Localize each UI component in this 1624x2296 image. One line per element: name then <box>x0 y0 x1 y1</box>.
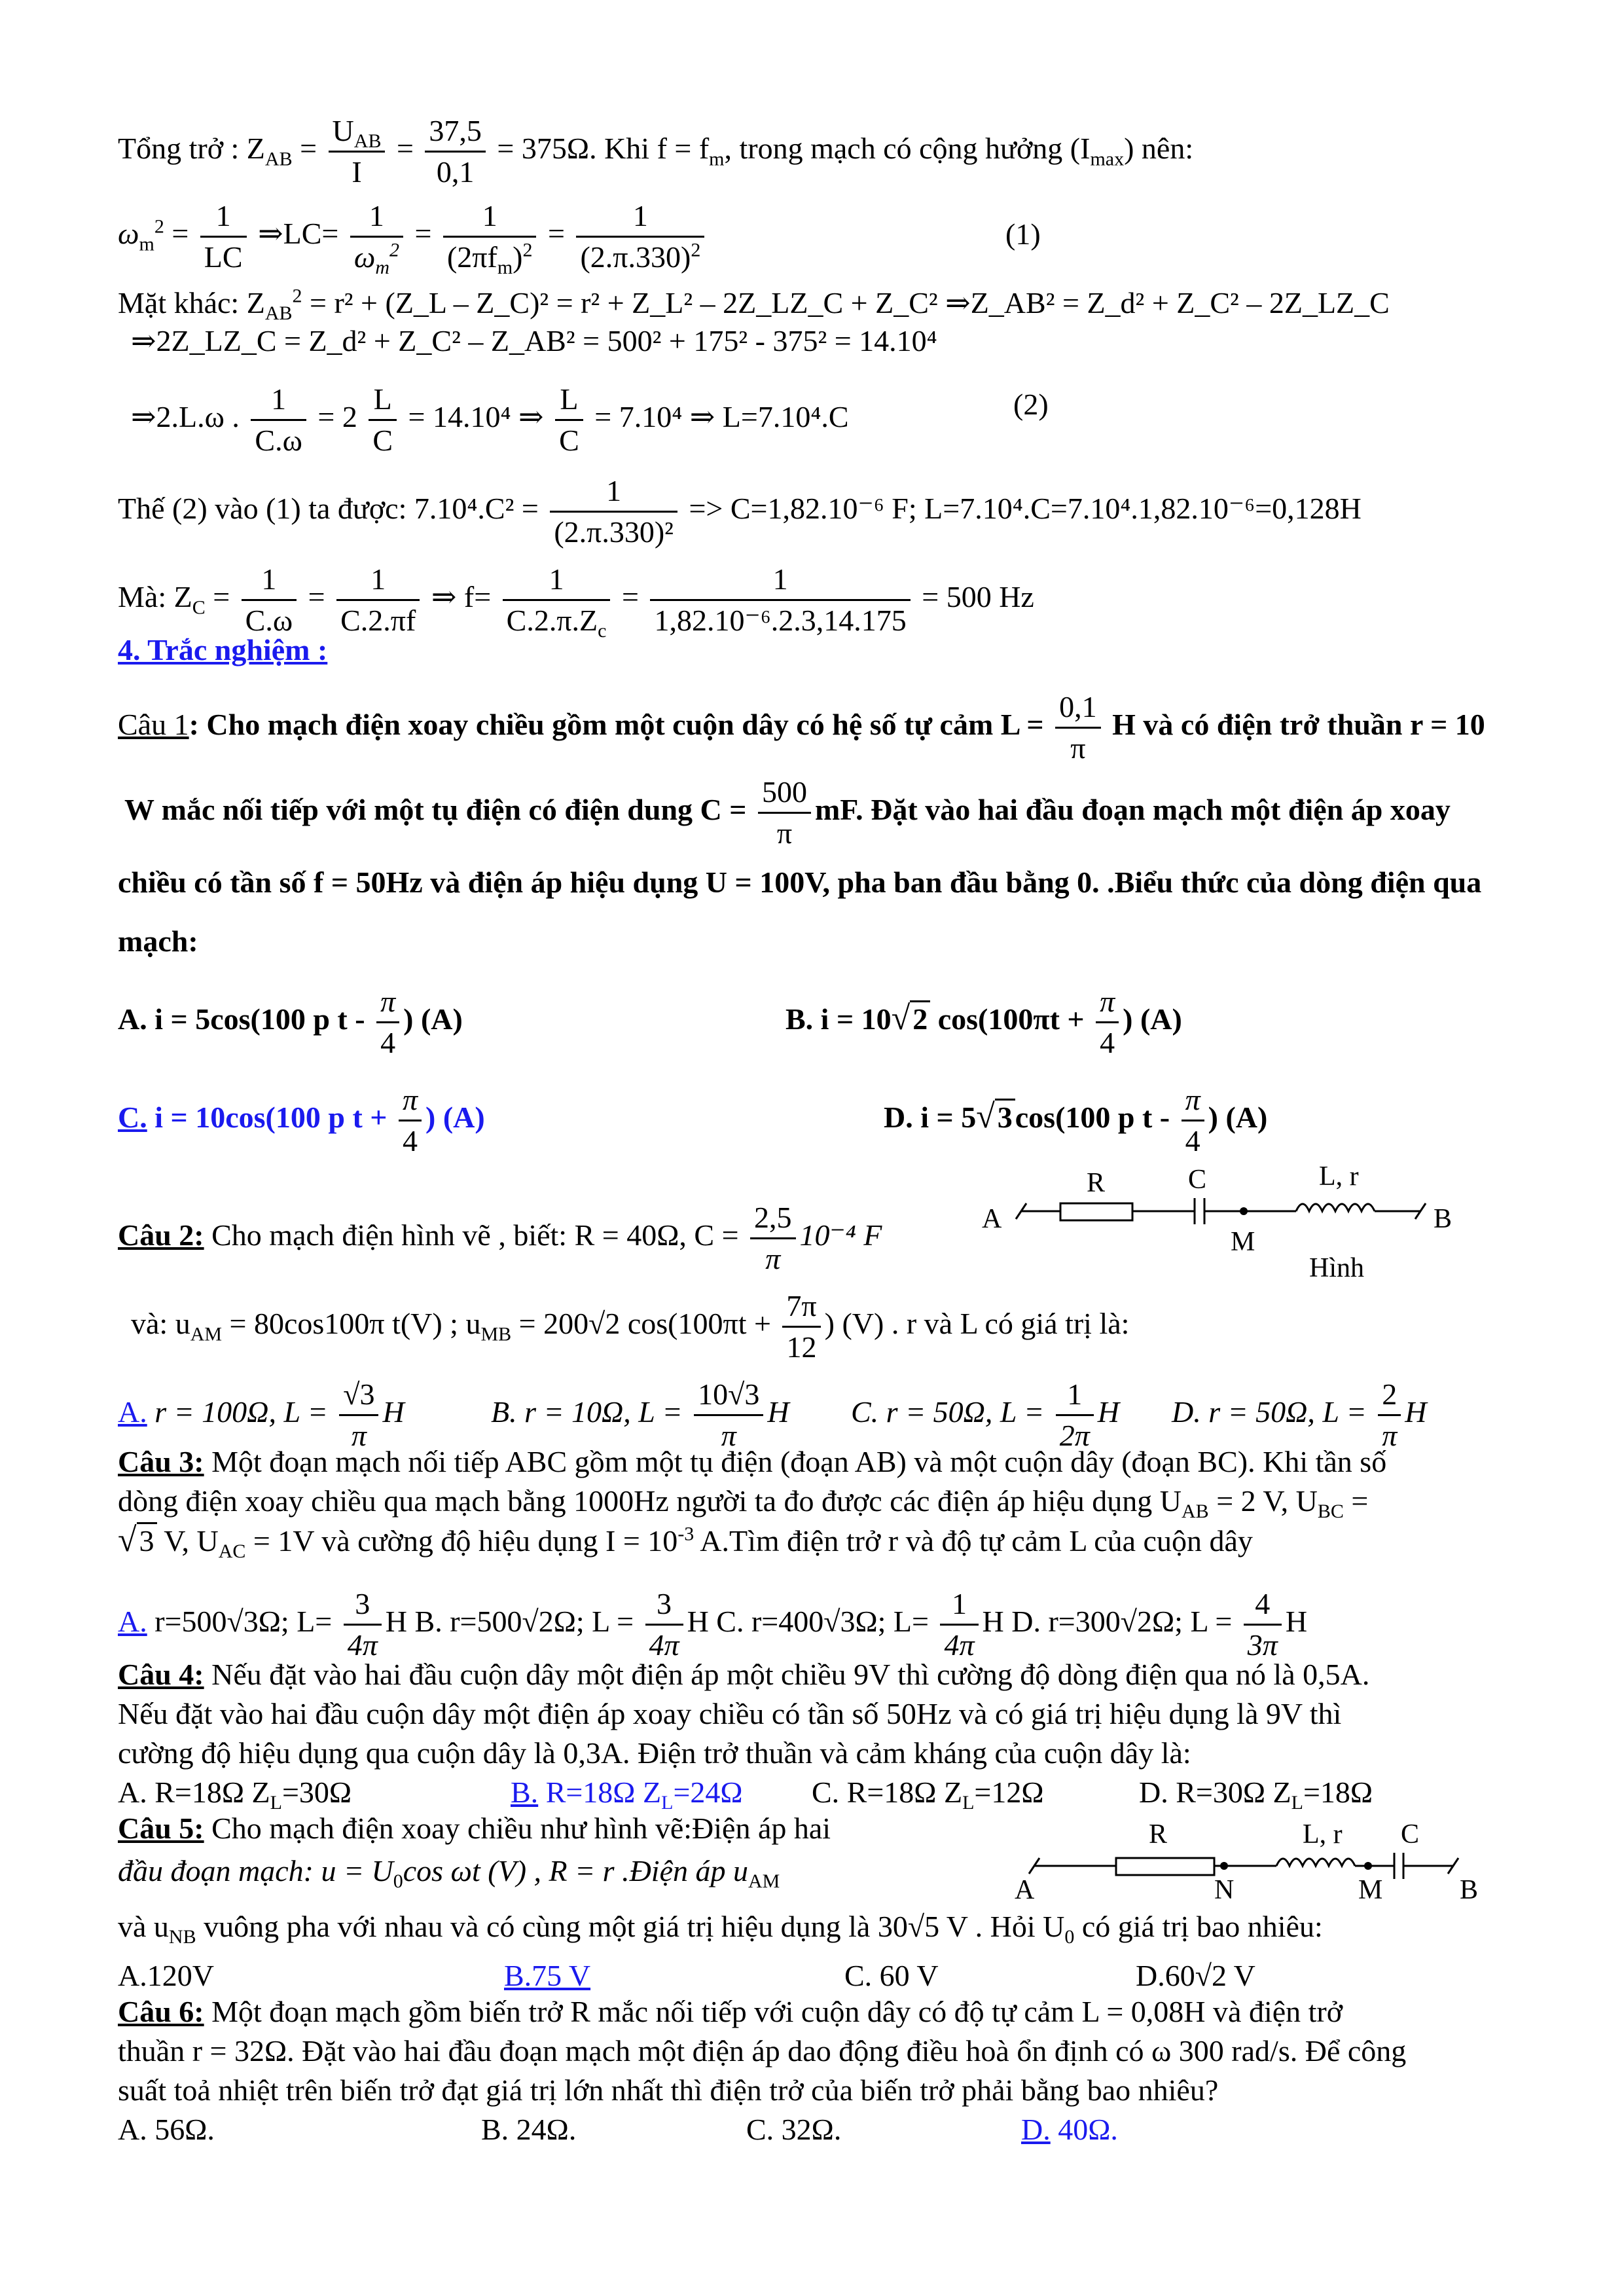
q2-line1 <box>118 1198 882 1279</box>
i-label: I <box>352 155 362 189</box>
q1-frac1-den: π <box>1070 731 1086 765</box>
q3-text3-b: = 1V và cường độ hiệu dụng I = 10 <box>245 1524 678 1558</box>
q4-optd-text: D. R=30Ω Z <box>1139 1776 1291 1809</box>
q1-frac2-den: π <box>776 816 793 850</box>
q5-circuit-a: A <box>1015 1875 1035 1905</box>
q2-c-den: π <box>765 1242 781 1275</box>
eq1-frac-b: $\frac{1}{\omega_m^2}$ <box>350 196 403 277</box>
ma-result: = 500 Hz <box>922 580 1034 614</box>
the-frac: $\frac{1}{\text{(2.π.330)²}}$ <box>550 471 677 552</box>
impedance-sub: AB <box>264 148 293 170</box>
q5-circuit-r: R <box>1149 1819 1168 1850</box>
q1-option-d[interactable]: D. i = 5√3cos(100 p t - $\frac{\pi}{4}$ ) (A) <box>884 1080 1267 1161</box>
q4-optb-label: B. <box>511 1776 539 1809</box>
q3-optc-num: 1 <box>940 1584 978 1626</box>
q1-text1b: H và có điện trở thuần r = 10 <box>1112 708 1485 742</box>
eq1-lc-eq: ⇒LC= <box>258 217 339 251</box>
ma-frac1: $\frac{1}{C.\omega}$ <box>242 560 297 640</box>
eq1-label: (1) <box>1005 217 1041 251</box>
matkhac-line: Mặt khác: $Z_{AB}^2 = r^2$ + (Z_L – Z_C)² = r² + Z_L² – 2Z_LZ_C + Z_C² ⇒Z_AB² = Z_d² + Z_C² – 2Z_LZ_C <box>118 285 1390 325</box>
q1-frac2-num: 500 <box>758 773 811 814</box>
impedance-prefix: Tổng trở : Z <box>118 132 265 166</box>
q4-optd-tail: =18Ω <box>1303 1776 1373 1809</box>
q2-circuit-m: M <box>1231 1227 1255 1257</box>
q5-text2-sub2: AM <box>748 1870 780 1893</box>
the-prefix: Thế (2) vào (1) ta được: 7.10⁴.C² = <box>118 492 539 526</box>
q2-optb-num: 10√3 <box>694 1375 763 1416</box>
q4-option-b[interactable] <box>511 1774 743 1814</box>
q3-optd-den: 3π <box>1247 1628 1278 1662</box>
q1-text2: W mắc nối tiếp với một tụ điện có điện dung C = <box>124 793 747 827</box>
q4-option-a[interactable] <box>118 1774 352 1814</box>
q3-opta-text: r=500√3Ω; L= <box>147 1605 333 1639</box>
q1-option-a[interactable] <box>118 982 463 1063</box>
twozlzc-line: ⇒2Z_LZ_C = Z_d² + Z_C² – Z_AB² = 500² + 175² - 375² = 14.10⁴ <box>131 324 937 357</box>
q2-circuit-b: B <box>1434 1204 1453 1234</box>
q1-opta-four: 4 <box>380 1026 396 1059</box>
q4-line1 <box>118 1656 1369 1693</box>
q6-text1: Một đoạn mạch gồm biến trở R mắc nối tiếp với cuộn dây có độ tự cảm L = 0,08H và điện trở <box>204 1995 1343 2028</box>
q6-optd-text: 40Ω. <box>1050 2113 1118 2146</box>
q2-optd-num: 2 <box>1378 1375 1401 1416</box>
q2-c-frac <box>750 1198 796 1279</box>
q5-option-a[interactable]: A.120V <box>118 1959 214 1992</box>
q2-optc-num: 1 <box>1056 1375 1094 1416</box>
q3-text3-c: A.Tìm điện trở r và độ tự cảm L của cuộn dây <box>694 1524 1253 1558</box>
q2-circuit-caption: Hình <box>1309 1253 1364 1283</box>
q6-optd-label: D. <box>1021 2113 1051 2146</box>
q5-text3-b: vuông pha với nhau và có cùng một giá trị hiệu dụng là 30√5 V . Hỏi U <box>196 1910 1065 1943</box>
q1-text1: : Cho mạch điện xoay chiều gồm một cuộn dây có hệ số tự cảm L = <box>189 708 1044 742</box>
q2-circuit-r: R <box>1087 1168 1106 1198</box>
eq1-frac-c: $\frac{1}{(2\pi f_m)^2}$ <box>443 196 537 277</box>
q5-text3-sub2: 0 <box>1064 1926 1075 1948</box>
q6-label: Câu 6: <box>118 1995 204 2028</box>
q3-optb-den: 4π <box>649 1628 679 1662</box>
q1-optc-text: i = 10cos(100 p t + <box>147 1101 388 1135</box>
u-sub: AB <box>353 130 382 153</box>
q4-line3: cường độ hiệu dụng qua cuộn dây là 0,3A. Điện trở thuần và cảm kháng của cuộn dây là: <box>118 1736 1191 1770</box>
ma-d1: C.ω <box>245 604 293 637</box>
q5-text3: và u <box>118 1910 169 1943</box>
q3-sub-bc: BC <box>1317 1501 1344 1523</box>
q1-optc-frac: $\frac{\pi}{4}$ <box>399 1080 422 1161</box>
q1-option-c[interactable] <box>118 1080 485 1161</box>
q2-optb-text: B. r = 10Ω, L = <box>491 1395 683 1429</box>
q3-line2 <box>118 1483 1369 1523</box>
ma-d2: C.2.πf <box>340 604 416 637</box>
u-label: U <box>332 114 354 147</box>
q2-optb-unit: H <box>767 1395 789 1429</box>
q4-optc-sub: L <box>962 1792 975 1814</box>
q2-line2-d: ) (V) . r và L có giá trị là: <box>824 1307 1130 1341</box>
q3-optd-num: 4 <box>1244 1584 1282 1626</box>
q3-text2-end: = <box>1343 1484 1369 1518</box>
q4-line2: Nếu đặt vào hai đầu cuộn dây một điện áp xoay chiều có tần số 50Hz và có giá trị hiệu dụng là 9V thì <box>118 1697 1342 1730</box>
q2-optd-den: π <box>1382 1419 1398 1452</box>
q6-option-d[interactable] <box>1021 2111 1118 2148</box>
q2-circuit-c: C <box>1188 1165 1207 1195</box>
q5-option-d[interactable]: D.60√2 V <box>1136 1959 1255 1992</box>
q2-opta-num: √3 <box>339 1375 378 1416</box>
q5-text1: Cho mạch điện xoay chiều như hình vẽ:Điện áp hai <box>204 1812 831 1845</box>
q4-optc-text: C. R=18Ω Z <box>812 1776 963 1809</box>
q1-option-b[interactable]: B. i = 10√2 cos(100πt + $\frac{\pi}{4}$ ) (A) <box>785 982 1182 1063</box>
q3-sub-ab: AB <box>1182 1501 1209 1523</box>
q4-option-d[interactable] <box>1139 1774 1373 1814</box>
q1-optb-text: B. i = 10 <box>785 1002 892 1036</box>
impedance-line: Tổng trở : $Z_{AB}$ = $\frac{U_{AB}}{I}$ = $\frac{37,5}{0,1}$ = 375Ω. Khi $f = f_m$, trong mạch có cộng hưởng $(I_{max})$ nên: <box>118 111 1193 192</box>
eq1-line: $\omega_m^2$ = $\frac{1}{LC}$ ⇒LC= $\frac{1}{\omega_m^2}$ = $\frac{1}{(2\pi f_m)^2}$ = $\frac{1}{(2.\pi.330)^2}$ <box>118 196 708 277</box>
ma-frac3: $\frac{1}{C.2.\pi.Z_c}$ <box>503 560 611 640</box>
ma-frac2: $\frac{1}{C.2.\pi f}$ <box>336 560 420 640</box>
q3-option-c[interactable]: H C. r=400√3Ω; L= <box>687 1605 929 1639</box>
q6-line1 <box>118 1994 1343 2030</box>
q1-optc-label: C. <box>118 1101 147 1135</box>
q3-sup: -3 <box>677 1523 695 1545</box>
q5-line1 <box>118 1810 831 1847</box>
resonance-tail: , trong mạch có cộng hưởng (I <box>724 132 1091 166</box>
q5-text2-sub: 0 <box>393 1870 403 1893</box>
q1-optd-frac: $\frac{\pi}{4}$ <box>1182 1080 1204 1161</box>
twolw-line <box>131 380 849 460</box>
q6-option-a[interactable]: A. 56Ω. <box>118 2113 215 2146</box>
q1-optd-mid: cos(100 p t - <box>1015 1101 1170 1135</box>
q4-optb-tail: =24Ω <box>673 1776 743 1809</box>
eq1-m: m <box>139 233 154 255</box>
q6-line3: suất toả nhiệt trên biến trở đạt giá trị lớn nhất thì điện trở của biến trở phải bằng bao nhiêu? <box>118 2073 1219 2107</box>
resonance-max: max <box>1090 148 1125 170</box>
q3-optc-frac <box>940 1584 978 1665</box>
q5-text2: đầu đoạn mạch: u = U <box>118 1854 393 1887</box>
q2-circuit-diagram <box>969 1159 1479 1290</box>
q3-optc-den: 4π <box>944 1628 975 1662</box>
q1-line1 <box>118 687 1485 768</box>
q5-label: Câu 5: <box>118 1812 204 1845</box>
q3-sub-ac: AC <box>218 1540 246 1563</box>
q3-text3: V, U <box>156 1524 219 1558</box>
q1-frac1 <box>1055 687 1101 768</box>
eq2-label: (2) <box>1013 388 1049 421</box>
q1-optd-tail: ) (A) <box>1208 1101 1268 1135</box>
ma-prefix: Mà: Z <box>118 580 192 614</box>
ma-frac4: $\frac{1}{\text{1,82.10⁻⁶.2.3,14.175}}$ <box>650 560 910 640</box>
q3-opta-frac <box>344 1584 382 1665</box>
q4-option-c[interactable] <box>812 1774 1044 1814</box>
q5-circuit-diagram <box>1001 1807 1499 1925</box>
q2-optd-text: D. r = 50Ω, L = <box>1172 1395 1367 1429</box>
q5-line3 <box>118 1908 1323 1948</box>
q2-opta-unit: H <box>382 1395 405 1429</box>
den-01: 0,1 <box>436 155 475 189</box>
q1-label: Câu 1 <box>118 708 189 742</box>
section-title: 4. Trắc nghiệm : <box>118 633 328 666</box>
q1-opta-tail: ) (A) <box>403 1002 463 1036</box>
q5-text3-c: có giá trị bao nhiêu: <box>1074 1910 1323 1943</box>
q2-line2-num: 7π <box>782 1286 820 1328</box>
q3-text1: Một đoạn mạch nối tiếp ABC gồm một tụ điện (đoạn AB) và một cuộn dây (đoạn BC). Khi tần số <box>204 1445 1387 1478</box>
q2-circuit-lr: L, r <box>1319 1161 1359 1192</box>
q5-line2 <box>118 1853 780 1893</box>
q3-opta-num: 3 <box>344 1584 382 1626</box>
q2-am-sub: AM <box>190 1323 223 1345</box>
q2-optb-den: π <box>721 1419 736 1452</box>
q2-opta-text: r = 100Ω, L = <box>147 1395 328 1429</box>
q3-end: H <box>1285 1605 1308 1639</box>
q2-line2-c: = 200√2 cos(100πt + <box>511 1307 771 1341</box>
matkhac-prefix: Mặt khác: Z <box>118 286 265 319</box>
q1-optc-tail: ) (A) <box>425 1101 485 1135</box>
eq1-d1: (2πf <box>446 240 497 274</box>
q2-c-tail: 10⁻⁴ F <box>799 1218 882 1252</box>
q1-optd-sqrt: 3 <box>995 1099 1015 1134</box>
frac-u-i <box>329 111 386 192</box>
q2-label: Câu 2: <box>118 1218 204 1252</box>
resonance-sub: m <box>709 148 725 170</box>
q4-opta-sub: L <box>270 1792 282 1814</box>
q5-text2-b: cos ωt (V) , R = r .Điện áp u <box>403 1854 748 1887</box>
eq1-d2: (2.π.330) <box>580 240 691 274</box>
q5-circuit-c: C <box>1401 1819 1420 1850</box>
q2-line2-frac <box>782 1286 820 1367</box>
imp-result: = 375Ω <box>497 132 590 166</box>
q1-optb-frac: $\frac{\pi}{4}$ <box>1096 982 1119 1063</box>
q1-optb-sqrt: 2 <box>910 1000 930 1036</box>
q3-option-b[interactable]: H B. r=500√2Ω; L = <box>385 1605 634 1639</box>
q1-optb-tail: ) (A) <box>1123 1002 1182 1036</box>
q3-option-a[interactable]: A. <box>118 1605 147 1639</box>
q3-text2: dòng điện xoay chiều qua mạch bằng 1000Hz người ta đo được các điện áp hiệu dụng U <box>118 1484 1182 1518</box>
q1-text2b: mF. Đặt vào hai đầu đoạn mạch một điện áp xoay <box>814 793 1451 827</box>
q2-circuit-a: A <box>982 1204 1002 1234</box>
q1-line2 <box>124 773 1451 853</box>
q3-label: Câu 3: <box>118 1445 204 1478</box>
q2-line2-den: 12 <box>786 1330 817 1364</box>
q4-text1: Nếu đặt vào hai đầu cuộn dây một điện áp một chiều 9V thì cường độ dòng điện qua nó là 0,5A. <box>204 1658 1370 1691</box>
eq1-frac-a: $\frac{1}{LC}$ <box>200 196 247 277</box>
ma-d4: 1,82.10⁻⁶.2.3,14.175 <box>654 604 907 637</box>
q4-opta-text: A. R=18Ω Z <box>118 1776 270 1809</box>
q6-option-b[interactable]: B. 24Ω. <box>481 2113 577 2146</box>
the-den: (2.π.330)² <box>554 515 674 549</box>
matkhac-rest: = r² + (Z_L – Z_C)² = r² + Z_L² – 2Z_LZ_C + Z_C² ⇒Z_AB² = Z_d² + Z_C² – 2Z_LZ_C <box>302 286 1390 319</box>
q1-opta-pi: π <box>376 982 399 1023</box>
frac-37 <box>425 111 486 192</box>
twolw-b: = 2 <box>317 400 357 434</box>
q3-optd-frac <box>1244 1584 1282 1665</box>
twolw-a: ⇒2.L.ω . <box>131 400 240 434</box>
q3-sqrt3: 3 <box>137 1522 157 1558</box>
q2-text: Cho mạch điện hình vẽ , biết: R = 40Ω, C = <box>204 1218 739 1252</box>
eq1-lc: LC <box>204 240 243 274</box>
q5-circuit-n: N <box>1214 1875 1235 1905</box>
q5-option-b[interactable]: B.75 V <box>504 1959 591 1992</box>
resonance-end: ) nên: <box>1124 132 1194 166</box>
num-37: 37,5 <box>425 111 486 153</box>
q3-line1 <box>118 1444 1386 1480</box>
q6-option-c[interactable]: C. 32Ω. <box>746 2113 842 2146</box>
q1-optd-text: D. i = 5 <box>884 1101 977 1135</box>
q2-line2 <box>131 1286 1129 1367</box>
resonance-text: . Khi f = f <box>589 132 710 166</box>
q1-line4: mạch: <box>118 924 198 958</box>
q1-opta-frac <box>376 982 399 1063</box>
q3-options <box>118 1584 1307 1665</box>
q2-opta-label: A. <box>118 1395 147 1429</box>
q2-optc-den: 2π <box>1059 1419 1090 1452</box>
eq1-frac-d: $\frac{1}{(2.\pi.330)^2}$ <box>576 196 704 277</box>
q5-circuit-m: M <box>1358 1875 1383 1905</box>
the-result: => C=1,82.10⁻⁶ F; L=7.10⁴.C=7.10⁴.1,82.10⁻⁶=0,128H <box>689 492 1362 526</box>
q2-optc-text: C. r = 50Ω, L = <box>851 1395 1045 1429</box>
the-line <box>118 471 1362 552</box>
q1-frac2 <box>758 773 811 853</box>
q5-text3-sub: NB <box>168 1926 196 1948</box>
q2-line2-a: và: u <box>131 1307 190 1341</box>
q5-circuit-b: B <box>1460 1875 1479 1905</box>
q3-optb-frac <box>645 1584 683 1665</box>
twolw-frac1: $\frac{1}{C.\omega}$ <box>251 380 306 460</box>
q1-optb-mid: cos(100πt + <box>937 1002 1085 1036</box>
twolw-frac2: $\frac{L}{C}$ <box>369 380 397 460</box>
twolw-d: = 7.10⁴ ⇒ L=7.10⁴.C <box>594 400 849 434</box>
q4-optb-sub: L <box>661 1792 674 1814</box>
ma-line: Mà: $Z_C$ = $\frac{1}{C.\omega}$ = $\frac{1}{C.2.\pi f}$ ⇒ f= $\frac{1}{C.2.\pi.Z_c}$ = $\frac{1}{\text{1,82.10⁻⁶.2.3,14.175}}$ = 500 Hz <box>118 560 1034 640</box>
q4-label: Câu 4: <box>118 1658 204 1691</box>
q4-optc-tail: =12Ω <box>974 1776 1044 1809</box>
q5-circuit-lr: L, r <box>1303 1819 1343 1850</box>
q2-opta-den: π <box>351 1419 367 1452</box>
q3-line3: √3 V, $U_{AC} = 1V$ và cường độ hiệu dụng $I = 10^{-3}$ A.Tìm điện trở r và độ tự cảm L của cuộn dây <box>118 1522 1253 1563</box>
q3-opta-den: 4π <box>347 1628 378 1662</box>
q2-optc-unit: H <box>1097 1395 1119 1429</box>
q4-opta-tail: =30Ω <box>281 1776 352 1809</box>
q1-frac1-num: 0,1 <box>1055 687 1101 729</box>
twolw-c: = 14.10⁴ ⇒ <box>408 400 544 434</box>
q2-optd-unit: H <box>1405 1395 1427 1429</box>
q3-option-d[interactable]: H D. r=300√2Ω; L = <box>982 1605 1233 1639</box>
q4-optb-text: R=18Ω Z <box>538 1776 662 1809</box>
q3-text2-mid: = 2 V, U <box>1208 1484 1318 1518</box>
q6-line2: thuần r = 32Ω. Đặt vào hai đầu đoạn mạch một điện áp dao động điều hoà ổn định có ω 300 rad/s. Để công <box>118 2034 1407 2068</box>
q3-optb-num: 3 <box>645 1584 683 1626</box>
eq1-omega: ω <box>118 217 139 251</box>
ma-d3: C.2.π.Z <box>506 604 598 637</box>
twolw-frac3: $\frac{L}{C}$ <box>555 380 583 460</box>
q4-optd-sub: L <box>1291 1792 1303 1814</box>
q2-c-num: 2,5 <box>750 1198 796 1239</box>
q1-line3: chiều có tần số f = 50Hz và điện áp hiệu dụng U = 100V, pha ban đầu bằng 0. .Biểu thức của dòng điện qua <box>118 866 1482 899</box>
q1-opta-text: A. i = 5cos(100 p t - <box>118 1002 365 1036</box>
q5-option-c[interactable]: C. 60 V <box>844 1959 939 1992</box>
q2-line2-b: = 80cos100π t(V) ; u <box>222 1307 481 1341</box>
q2-mb-sub: MB <box>480 1323 512 1345</box>
ma-f: ⇒ f= <box>431 580 492 614</box>
